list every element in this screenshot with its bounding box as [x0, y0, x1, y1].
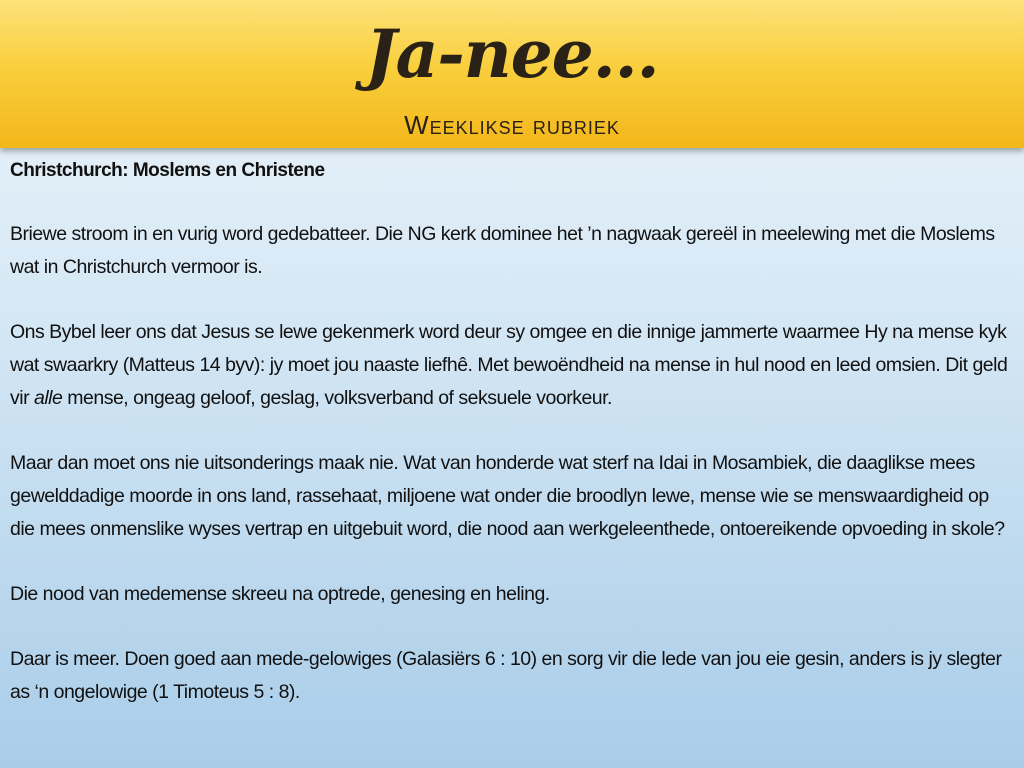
article-title: Christchurch: Moslems en Christene	[10, 160, 325, 181]
paragraph-2-emphasis: alle	[34, 387, 63, 409]
paragraph-5: Daar is meer. Doen goed aan mede-gelowiges (Galasiërs 6 : 10) en sorg vir die lede van jou eie gesin, anders is jy slegter as ‘n ongelowige (1 Timoteus 5 : 8).	[10, 648, 1002, 703]
paragraph-1: Briewe stroom in en vurig word gedebatteer. Die NG kerk dominee het ’n nagwaak gereël in meelewing met die Moslems wat in Christchurch vermoor is.	[10, 223, 995, 278]
banner-title: Ja-nee...	[365, 15, 659, 93]
article-body	[10, 156, 1015, 741]
paragraph-4: Die nood van medemense skreeu na optrede, genesing en heling.	[10, 583, 550, 605]
paragraph-2-text-start: Ons Bybel leer ons dat Jesus se lewe gekenmerk word deur sy omgee en die innige jammerte waarmee Hy na mense kyk wat swaarkry (Matteus 14 byv): jy moet jou naaste liefhê. Met bewoëndheid na mense in hul nood en leed omsien. Dit geld vir	[10, 321, 1008, 409]
banner-subtitle: Weeklikse rubriek	[404, 110, 620, 140]
paragraph-2	[10, 316, 1015, 415]
paragraph-2-text-end: mense, ongeag geloof, geslag, volksverband of seksuele voorkeur.	[62, 387, 612, 409]
paragraph-3: Maar dan moet ons nie uitsonderings maak nie. Wat van honderde wat sterf na Idai in Mosambiek, die daaglikse mees gewelddadige moorde in ons land, rassehaat, miljoene wat onder die broodlyn lewe, mense wie se menswaardigheid op die mees onmenslike wyses vertrap en uitgebuit word, die nood aan werkgeleenthede, ontoereikende opvoeding in skole?	[10, 452, 1005, 540]
header-banner	[0, 0, 1024, 148]
